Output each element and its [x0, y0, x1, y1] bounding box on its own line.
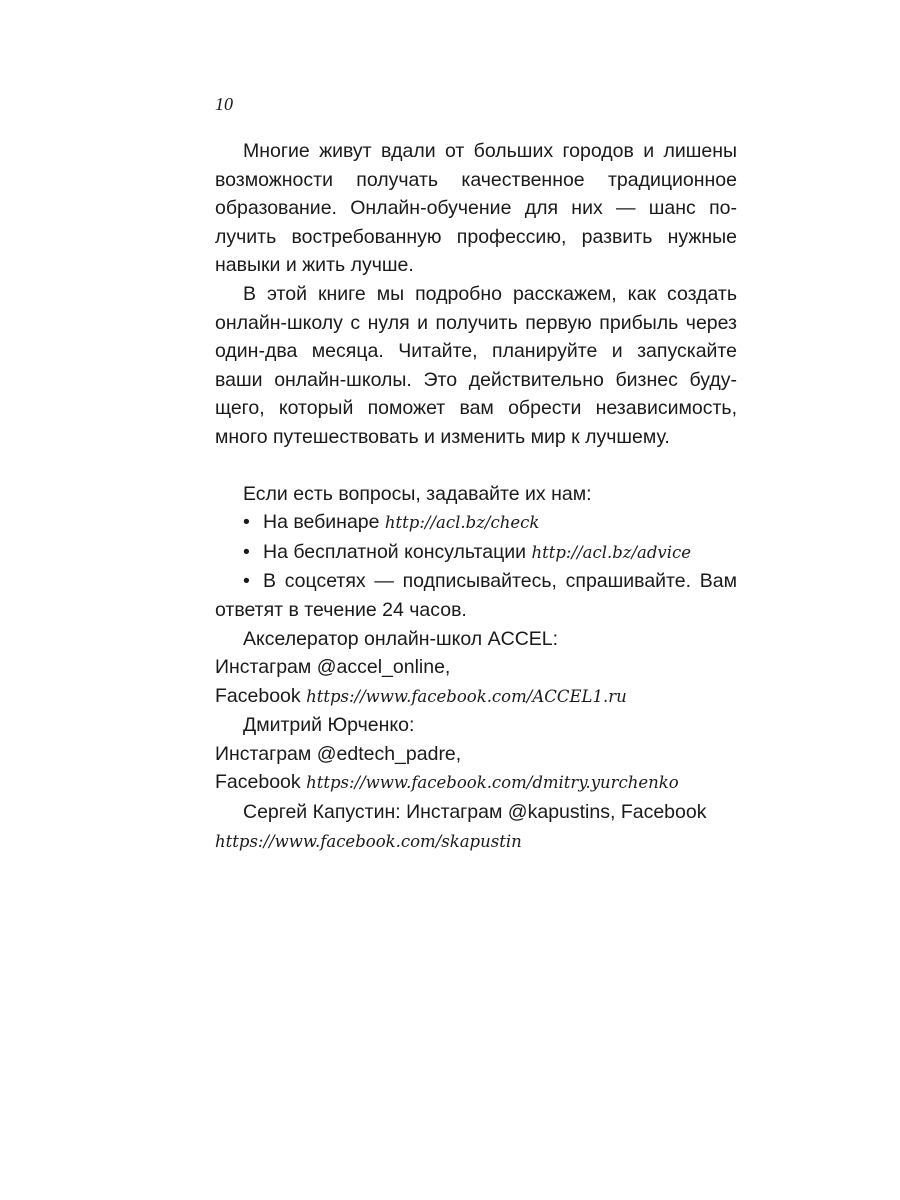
bullet-icon: • [243, 570, 250, 593]
accel-instagram: Инстаграм @accel_online, [215, 656, 451, 679]
paragraph-intro-1: Многие живут вдали от больших городов и лишены возможности получать качественное традиционное образование. Онлайн-обучение для них — шанс получить востребованную профессию, развить нужные навыки и жить лучше. [215, 140, 737, 277]
accel-facebook [215, 682, 737, 712]
kapustin-contacts: Сергей Капустин: Инстаграм @kapustins, Facebook [243, 801, 707, 824]
social-text: В соцсетях — подписывайтесь, спрашивайте. Вам ответят в течение 24 часов. [215, 570, 737, 621]
yurchenko-facebook-link[interactable]: https://www.facebook.com/dmitry.yurchenko [306, 773, 679, 793]
page-body [215, 137, 737, 856]
consultation-link[interactable]: http://acl.bz/advice [531, 542, 692, 562]
bullet-icon: • [243, 511, 250, 534]
list-item-webinar [215, 508, 737, 538]
paragraph-intro-2: В этой книге мы подробно расскажем, как создать онлайн-школу с нуля и получить первую прибыль через один-два месяца. Читайте, планируйте и запускайте ваши онлайн-школы. Это действительно бизнес будущего, который поможет вам обрести независимость, много путешествовать и изменить мир к лучшему. [215, 282, 737, 448]
section-gap [215, 452, 737, 480]
webinar-label: На вебинаре [263, 511, 380, 534]
facebook-label: Facebook [215, 684, 301, 707]
list-item-social [215, 567, 737, 624]
webinar-link[interactable]: http://acl.bz/check [384, 513, 540, 533]
yurchenko-title: Дмитрий Юрченко: [243, 714, 415, 737]
yurchenko-instagram: Инстаграм @edtech_padre, [215, 742, 462, 765]
page-number: 10 [215, 94, 233, 114]
accel-title: Акселератор онлайн-школ ACCEL: [243, 627, 559, 650]
yurchenko-facebook [215, 768, 737, 798]
accel-facebook-link[interactable]: https://www.facebook.com/ACCEL1.ru [306, 686, 627, 706]
kapustin-facebook [215, 827, 737, 857]
list-item-consultation [215, 538, 737, 568]
facebook-label: Facebook [215, 771, 301, 794]
consultation-label: На бесплатной консультации [263, 540, 527, 563]
kapustin-facebook-link[interactable]: https://www.facebook.com/skapustin [215, 831, 522, 851]
bullet-icon: • [243, 540, 250, 563]
contacts-heading: Если есть вопросы, задавайте их нам: [243, 482, 592, 505]
